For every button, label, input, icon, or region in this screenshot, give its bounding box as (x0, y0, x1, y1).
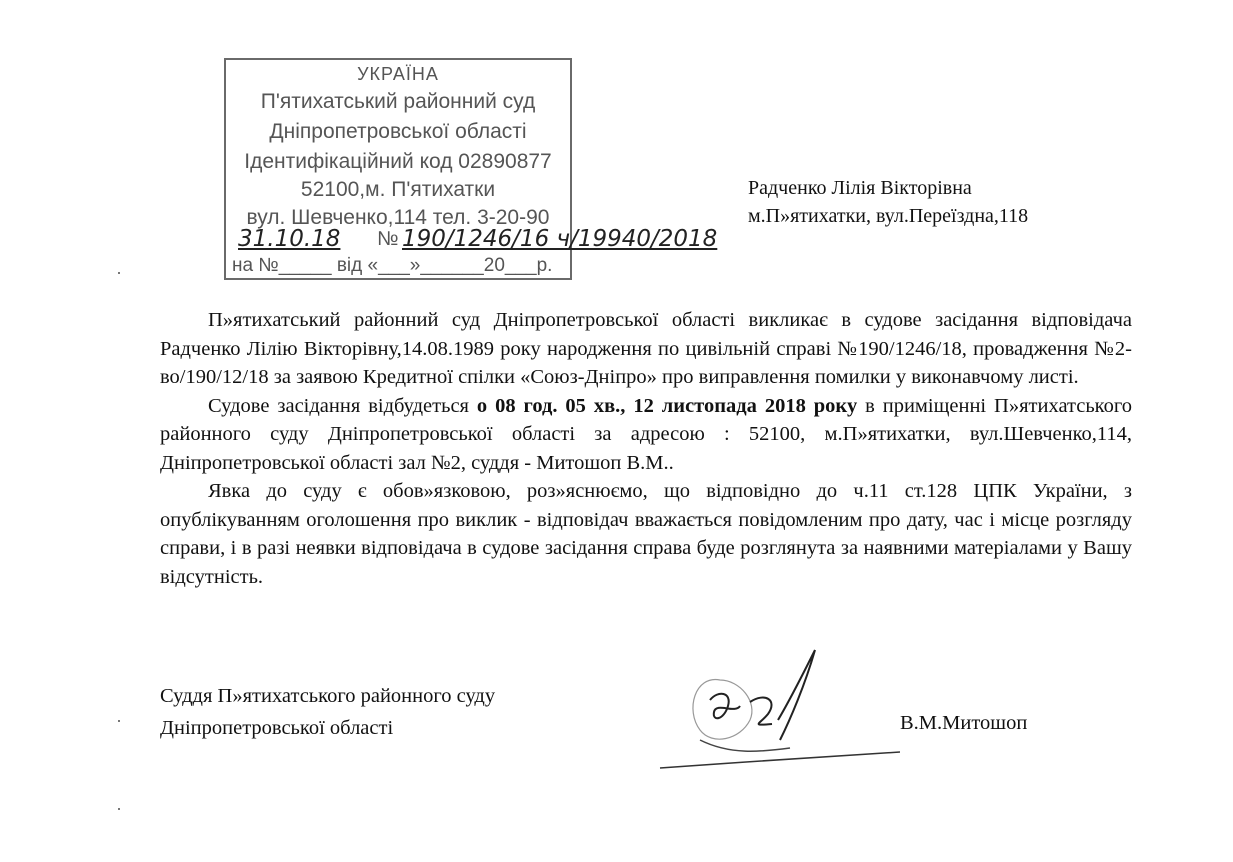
judge-title-line1: Суддя П»ятихатського районного суду (160, 685, 496, 707)
stamp-country: УКРАЇНА (357, 64, 439, 84)
scan-speck (118, 272, 120, 274)
stamp-number-label: № (377, 228, 399, 250)
court-stamp (224, 58, 718, 280)
stamp-court-name: П'ятихатський районний суд (260, 90, 536, 113)
stamp-id-code: Ідентифікаційний код 02890877 (244, 150, 552, 173)
paragraph-hearing (160, 392, 1132, 478)
stamp-region: Дніпропетровської області (269, 120, 527, 143)
addressee-name: Радченко Лілія Вікторівна (748, 177, 972, 199)
judge-name: В.М.Митошоп (900, 712, 1028, 734)
handwritten-number: 190/1246/16 ч/19940/2018 (402, 226, 718, 252)
stamp-reply-line: на №_____ від «___»______20___р. (232, 255, 553, 276)
stamp-street: вул. Шевченко,114 тел. 3-20-90 (246, 206, 550, 229)
handwritten-signature (600, 640, 900, 800)
stamp-postal: 52100,м. П'ятихатки (300, 178, 496, 201)
paragraph-attendance: Явка до суду є обов»язковою, роз»яснюємо, що відповідно до ч.11 ст.128 ЦПК України, з опублікуванням оголошення про виклик - відповідач вважається повідомленим про дату, час і місце розгляду справи, і в разі неявки відповідача в судове засідання справа буде розглянута за наявними матеріалами у Вашу відсутність. (160, 480, 1132, 588)
hearing-intro: Судове засідання відбудеться (208, 394, 477, 417)
hearing-location: в приміщенні П»ятихатського районного суду Дніпропетровської області за адресою : 52100, м.П»ятихатки, вул.Шевченко,114, Дніпропетровської області зал №2, суддя - Митошоп В.М.. (160, 394, 1132, 474)
hearing-datetime: о 08 год. 05 хв., 12 листопада 2018 року (476, 394, 858, 417)
scan-speck (118, 720, 120, 722)
summons-body (160, 306, 1132, 591)
addressee-block (748, 174, 1028, 230)
scan-speck (118, 808, 120, 810)
judge-title-line2: Дніпропетровської області (160, 717, 394, 739)
judge-title (160, 680, 495, 744)
addressee-address: м.П»ятихатки, вул.Переїздна,118 (748, 205, 1029, 227)
paragraph-summons: П»ятихатський районний суд Дніпропетровської області викликає в судове засідання відповідача Радченко Лілію Вікторівну,14.08.1989 року народження по цивільній справі №190/1246/18, провадження №2-во/190/12/18 за заявою Кредитної спілки «Союз-Дніпро» про виправлення помилки у виконавчому листі. (160, 309, 1132, 388)
handwritten-date: 31.10.18 (238, 226, 341, 252)
